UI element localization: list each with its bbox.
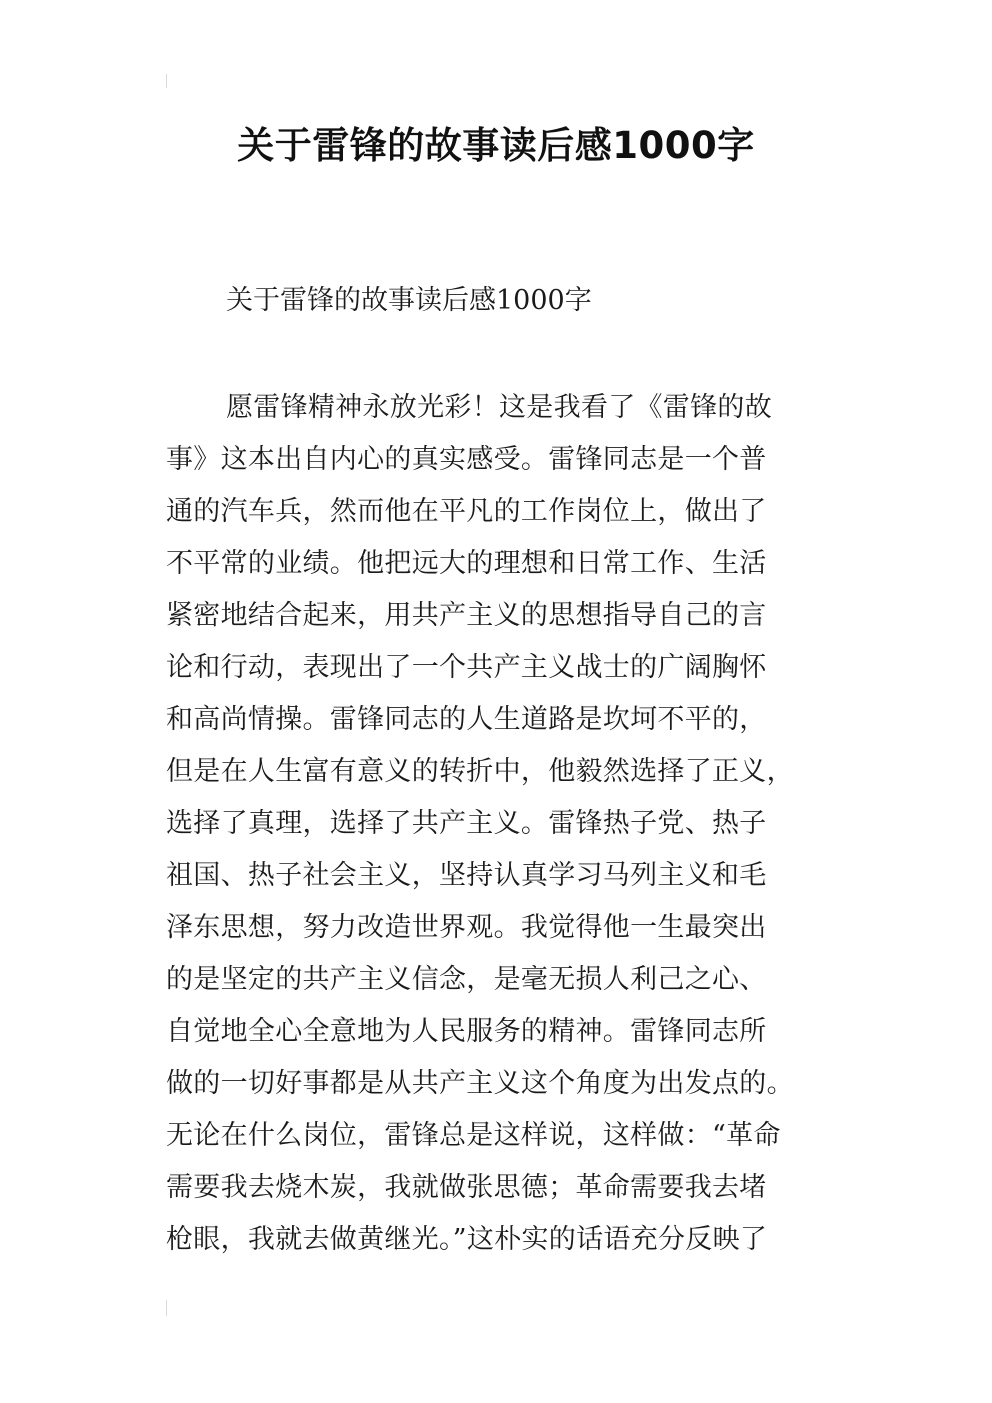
body-line: 和高尚情操。雷锋同志的人生道路是坎坷不平的， xyxy=(166,704,767,735)
body-line: 无论在什么岗位，雷锋总是这样说，这样做：“革命 xyxy=(166,1120,781,1151)
document-title: 关于雷锋的故事读后感1000字 xyxy=(237,124,755,167)
body-line: 论和行动，表现出了一个共产主义战士的广阔胸怀 xyxy=(166,652,767,683)
body-line: 枪眼，我就去做黄继光。”这朴实的话语充分反映了 xyxy=(166,1224,768,1255)
body-line: 的是坚定的共产主义信念，是毫无损人利己之心、 xyxy=(166,964,767,995)
body-line: 泽东思想，努力改造世界观。我觉得他一生最突出 xyxy=(166,912,767,943)
body-line: 但是在人生富有意义的转折中，他毅然选择了正义， xyxy=(166,756,794,787)
body-line: 需要我去烧木炭，我就做张思德；革命需要我去堵 xyxy=(166,1172,767,1203)
body-line: 愿雷锋精神永放光彩！这是我看了《雷锋的故 xyxy=(226,392,772,423)
body-line: 选择了真理，选择了共产主义。雷锋热子党、热子 xyxy=(166,808,767,839)
body-line: 不平常的业绩。他把远大的理想和日常工作、生活 xyxy=(166,548,767,579)
body-line: 通的汽车兵，然而他在平凡的工作岗位上，做出了 xyxy=(166,496,767,527)
body-text xyxy=(166,382,846,1266)
body-line: 事》这本出自内心的真实感受。雷锋同志是一个普 xyxy=(166,444,767,475)
body-line: 做的一切好事都是从共产主义这个角度为出发点的。 xyxy=(166,1068,794,1099)
page-corner-mark-bottom xyxy=(166,1300,167,1316)
body-line: 祖国、热子社会主义，坚持认真学习马列主义和毛 xyxy=(166,860,767,891)
body-line: 紧密地结合起来，用共产主义的思想指导自己的言 xyxy=(166,600,767,631)
page-corner-mark-top xyxy=(166,74,167,88)
document-subtitle: 关于雷锋的故事读后感1000字 xyxy=(226,285,592,316)
body-line: 自觉地全心全意地为人民服务的精神。雷锋同志所 xyxy=(166,1016,767,1047)
